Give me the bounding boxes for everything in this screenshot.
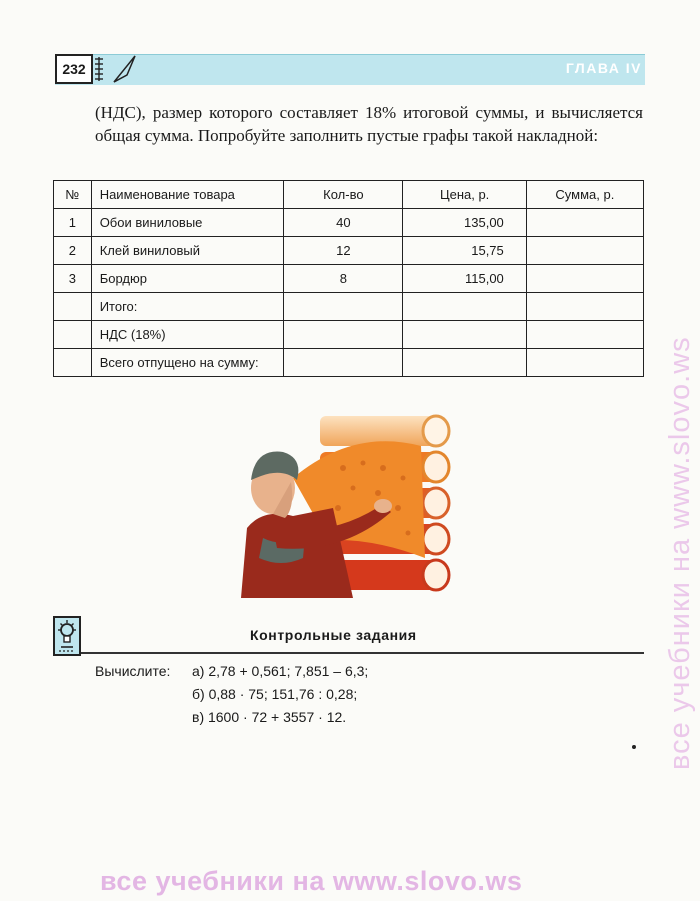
exercise-line-c: в) 1600 · 72 + 3557 · 12. (192, 709, 347, 725)
cell-price: 115,00 (403, 265, 526, 293)
summary-row-grand-total (54, 349, 644, 377)
table-header-row (54, 181, 644, 209)
cell-price: 15,75 (403, 237, 526, 265)
cell-quantity: 40 (284, 209, 403, 237)
invoice-table (53, 180, 644, 377)
summary-row-vat (54, 321, 644, 349)
header-bar (55, 54, 645, 85)
header-number: № (54, 181, 92, 209)
cell-sum (526, 265, 643, 293)
header-quantity: Кол-во (284, 181, 403, 209)
cell-name: Обои виниловые (91, 209, 284, 237)
header-sum: Сумма, р. (526, 181, 643, 209)
cell-sum (526, 209, 643, 237)
table-row (54, 265, 644, 293)
stray-dot (632, 745, 636, 749)
table-row (54, 209, 644, 237)
summary-label: Итого: (91, 293, 284, 321)
section-divider (53, 652, 644, 654)
exercise-line-a: а) 2,78 + 0,561; 7,851 – 6,3; (192, 663, 369, 679)
header-name: Наименование товара (91, 181, 284, 209)
cell-number: 1 (54, 209, 92, 237)
wallpaper-rolls-illustration (233, 408, 458, 600)
cell-sum (526, 237, 643, 265)
exercise-label: Вычислите: (95, 663, 171, 679)
spiral-binding-icon (93, 56, 105, 82)
summary-label: НДС (18%) (91, 321, 284, 349)
side-watermark: все учебники на www.slovo.ws (664, 336, 696, 770)
cell-number: 2 (54, 237, 92, 265)
lamp-icon (53, 616, 81, 656)
header-price: Цена, р. (403, 181, 526, 209)
cell-quantity: 8 (284, 265, 403, 293)
cell-name: Бордюр (91, 265, 284, 293)
cell-name: Клей виниловый (91, 237, 284, 265)
page-corner-icon (110, 53, 138, 85)
section-title: Контрольные задания (250, 627, 417, 643)
table-row (54, 237, 644, 265)
cell-quantity: 12 (284, 237, 403, 265)
summary-label: Всего отпущено на сумму: (91, 349, 284, 377)
summary-row-total (54, 293, 644, 321)
bottom-watermark: все учебники на www.slovo.ws (100, 866, 523, 896)
body-paragraph: (НДС), размер которого составляет 18% итоговой суммы, и вычисляется общая сумма. Попробуйте заполнить пустые графы такой накладной: (95, 103, 643, 145)
page-number: 232 (55, 54, 93, 84)
exercise-line-b: б) 0,88 · 75; 151,76 : 0,28; (192, 686, 358, 702)
cell-number: 3 (54, 265, 92, 293)
chapter-label: ГЛАВА IV (565, 60, 642, 76)
cell-price: 135,00 (403, 209, 526, 237)
